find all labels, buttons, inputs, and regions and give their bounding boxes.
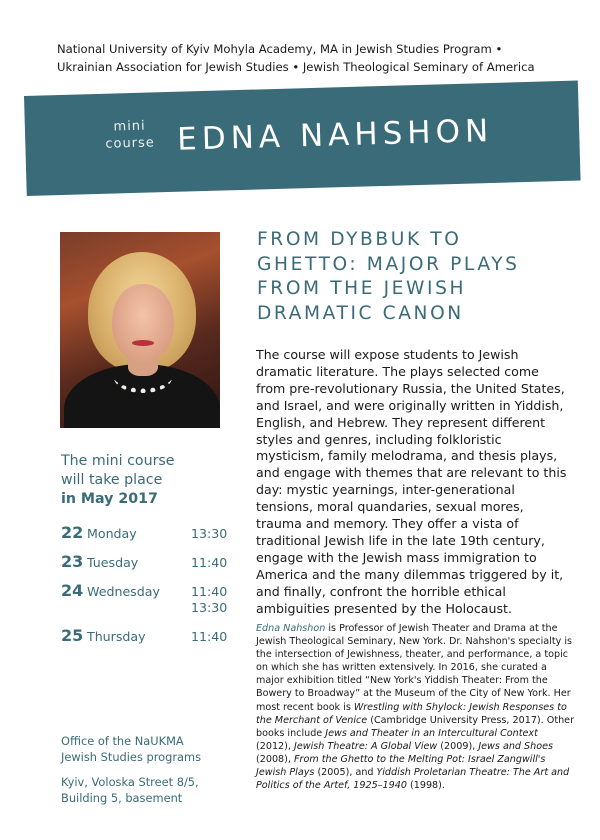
mini-label: mini [113, 118, 146, 135]
course-label: course [105, 135, 156, 152]
speaker-photo [60, 232, 220, 428]
bio-text: (2008), [256, 753, 295, 765]
session-day: 23 [61, 552, 84, 571]
schedule-intro [61, 452, 241, 509]
session-day: 25 [61, 626, 84, 645]
bio-book-title: From the Ghetto to the Melting Pot: Israel Zangwill's Jewish Plays [256, 753, 546, 779]
bio-name: Edna Nahshon [256, 623, 326, 634]
bio-book-title: Yiddish Proletarian Theatre: The Art and Politics of the Artef, 1925–1940 [256, 767, 570, 792]
bio-text: (2009), [437, 740, 479, 752]
bio-book-title: Jews and Theater in an Intercultural Context [325, 727, 538, 739]
organizers-line-2: Ukrainian Association for Jewish Studies • Jewish Theological Seminary of America [57, 60, 535, 74]
office-address-line: Building 5, basement [61, 790, 183, 805]
course-title-line: FROM DYBBUK TO [257, 229, 462, 250]
mini-course-label [105, 117, 155, 152]
schedule-row [61, 581, 236, 617]
bio-book-title: Jewish Theatre: A Global View [294, 740, 438, 752]
bio-book-title: Wrestling with Shylock: Jewish Responses to the Merchant of Venice [256, 701, 567, 726]
course-title-line: GHETTO: MAJOR PLAYS [257, 253, 520, 275]
bio-text: (Cambridge University Press, 2017). Other books include [256, 714, 575, 739]
office-line: Jewish Studies programs [61, 749, 202, 764]
session-weekday: Tuesday [87, 555, 139, 570]
schedule-intro-line: will take place [61, 472, 163, 488]
office-address-line: Kyiv, Voloska Street 8/5, [61, 775, 199, 789]
course-title-line: DRAMATIC CANON [257, 302, 464, 324]
bio-text: (2005), and [314, 767, 377, 779]
organizers-line-1: National University of Kyiv Mohyla Academy, MA in Jewish Studies Program • [57, 42, 503, 56]
schedule-row [61, 523, 236, 543]
schedule-row [61, 552, 236, 572]
bio-text: is Professor of Jewish Theater and Drama at the Jewish Theological Seminary, New York. Dr. Nahshon's specialty is the intersection of Jewishness, theater, and performance, a topic on which she has written extensively. In 2016, she curated a major exhibition titled “New York's Yiddish Theater: From the Bowery to Broadway” at the Museum of the City of New York. Her most recent book is [256, 623, 572, 713]
office-info [61, 734, 241, 806]
session-time: 11:40 [191, 555, 228, 570]
session-times [191, 584, 227, 616]
session-weekday: Thursday [87, 629, 146, 644]
course-title-line: FROM THE JEWISH [257, 278, 467, 299]
speaker-name: EDNA NAHSHON [176, 112, 494, 158]
schedule-intro-line: The mini course [61, 453, 175, 469]
session-weekday: Wednesday [87, 584, 160, 599]
session-time: 11:40 [191, 629, 228, 644]
schedule-month: in May 2017 [61, 491, 158, 507]
title-banner [24, 81, 581, 196]
session-weekday: Monday [87, 526, 137, 541]
session-time: 13:30 [191, 526, 228, 541]
course-description: The course will expose students to Jewish dramatic literature. The plays selected come from pre-revolutionary Russia, the United States, and Israel, and were originally written in Yiddish, English, and Hebrew. They represent different styles and genres, including folkloristic mysticism, family melodrama, and thesis plays, and engage with themes that are relevant to this day: mystic yearnings, inter-generational tensions, moral quandaries, sexual mores, trauma and memory. They offer a vista of traditional Jewish life in the late 19th century, engage with the Jewish mass immigration to America and the many dilemmas triggered by it, and finally, confront the horrible ethical ambiguities presented by the Holocaust. [256, 347, 567, 616]
speaker-bio [256, 622, 574, 792]
schedule-row [61, 626, 236, 646]
office-line: Office of the NaUKMA [61, 734, 184, 748]
course-title [257, 228, 577, 326]
schedule-list [61, 523, 236, 646]
bio-book-title: Jews and Shoes [478, 740, 553, 752]
session-time: 11:40 [191, 584, 228, 599]
session-day: 22 [61, 523, 84, 542]
bio-text: (1998). [406, 780, 445, 792]
session-time: 13:30 [191, 600, 228, 615]
bio-text: (2012), [256, 740, 295, 752]
organizers-header [57, 40, 577, 76]
session-day: 24 [61, 581, 84, 600]
